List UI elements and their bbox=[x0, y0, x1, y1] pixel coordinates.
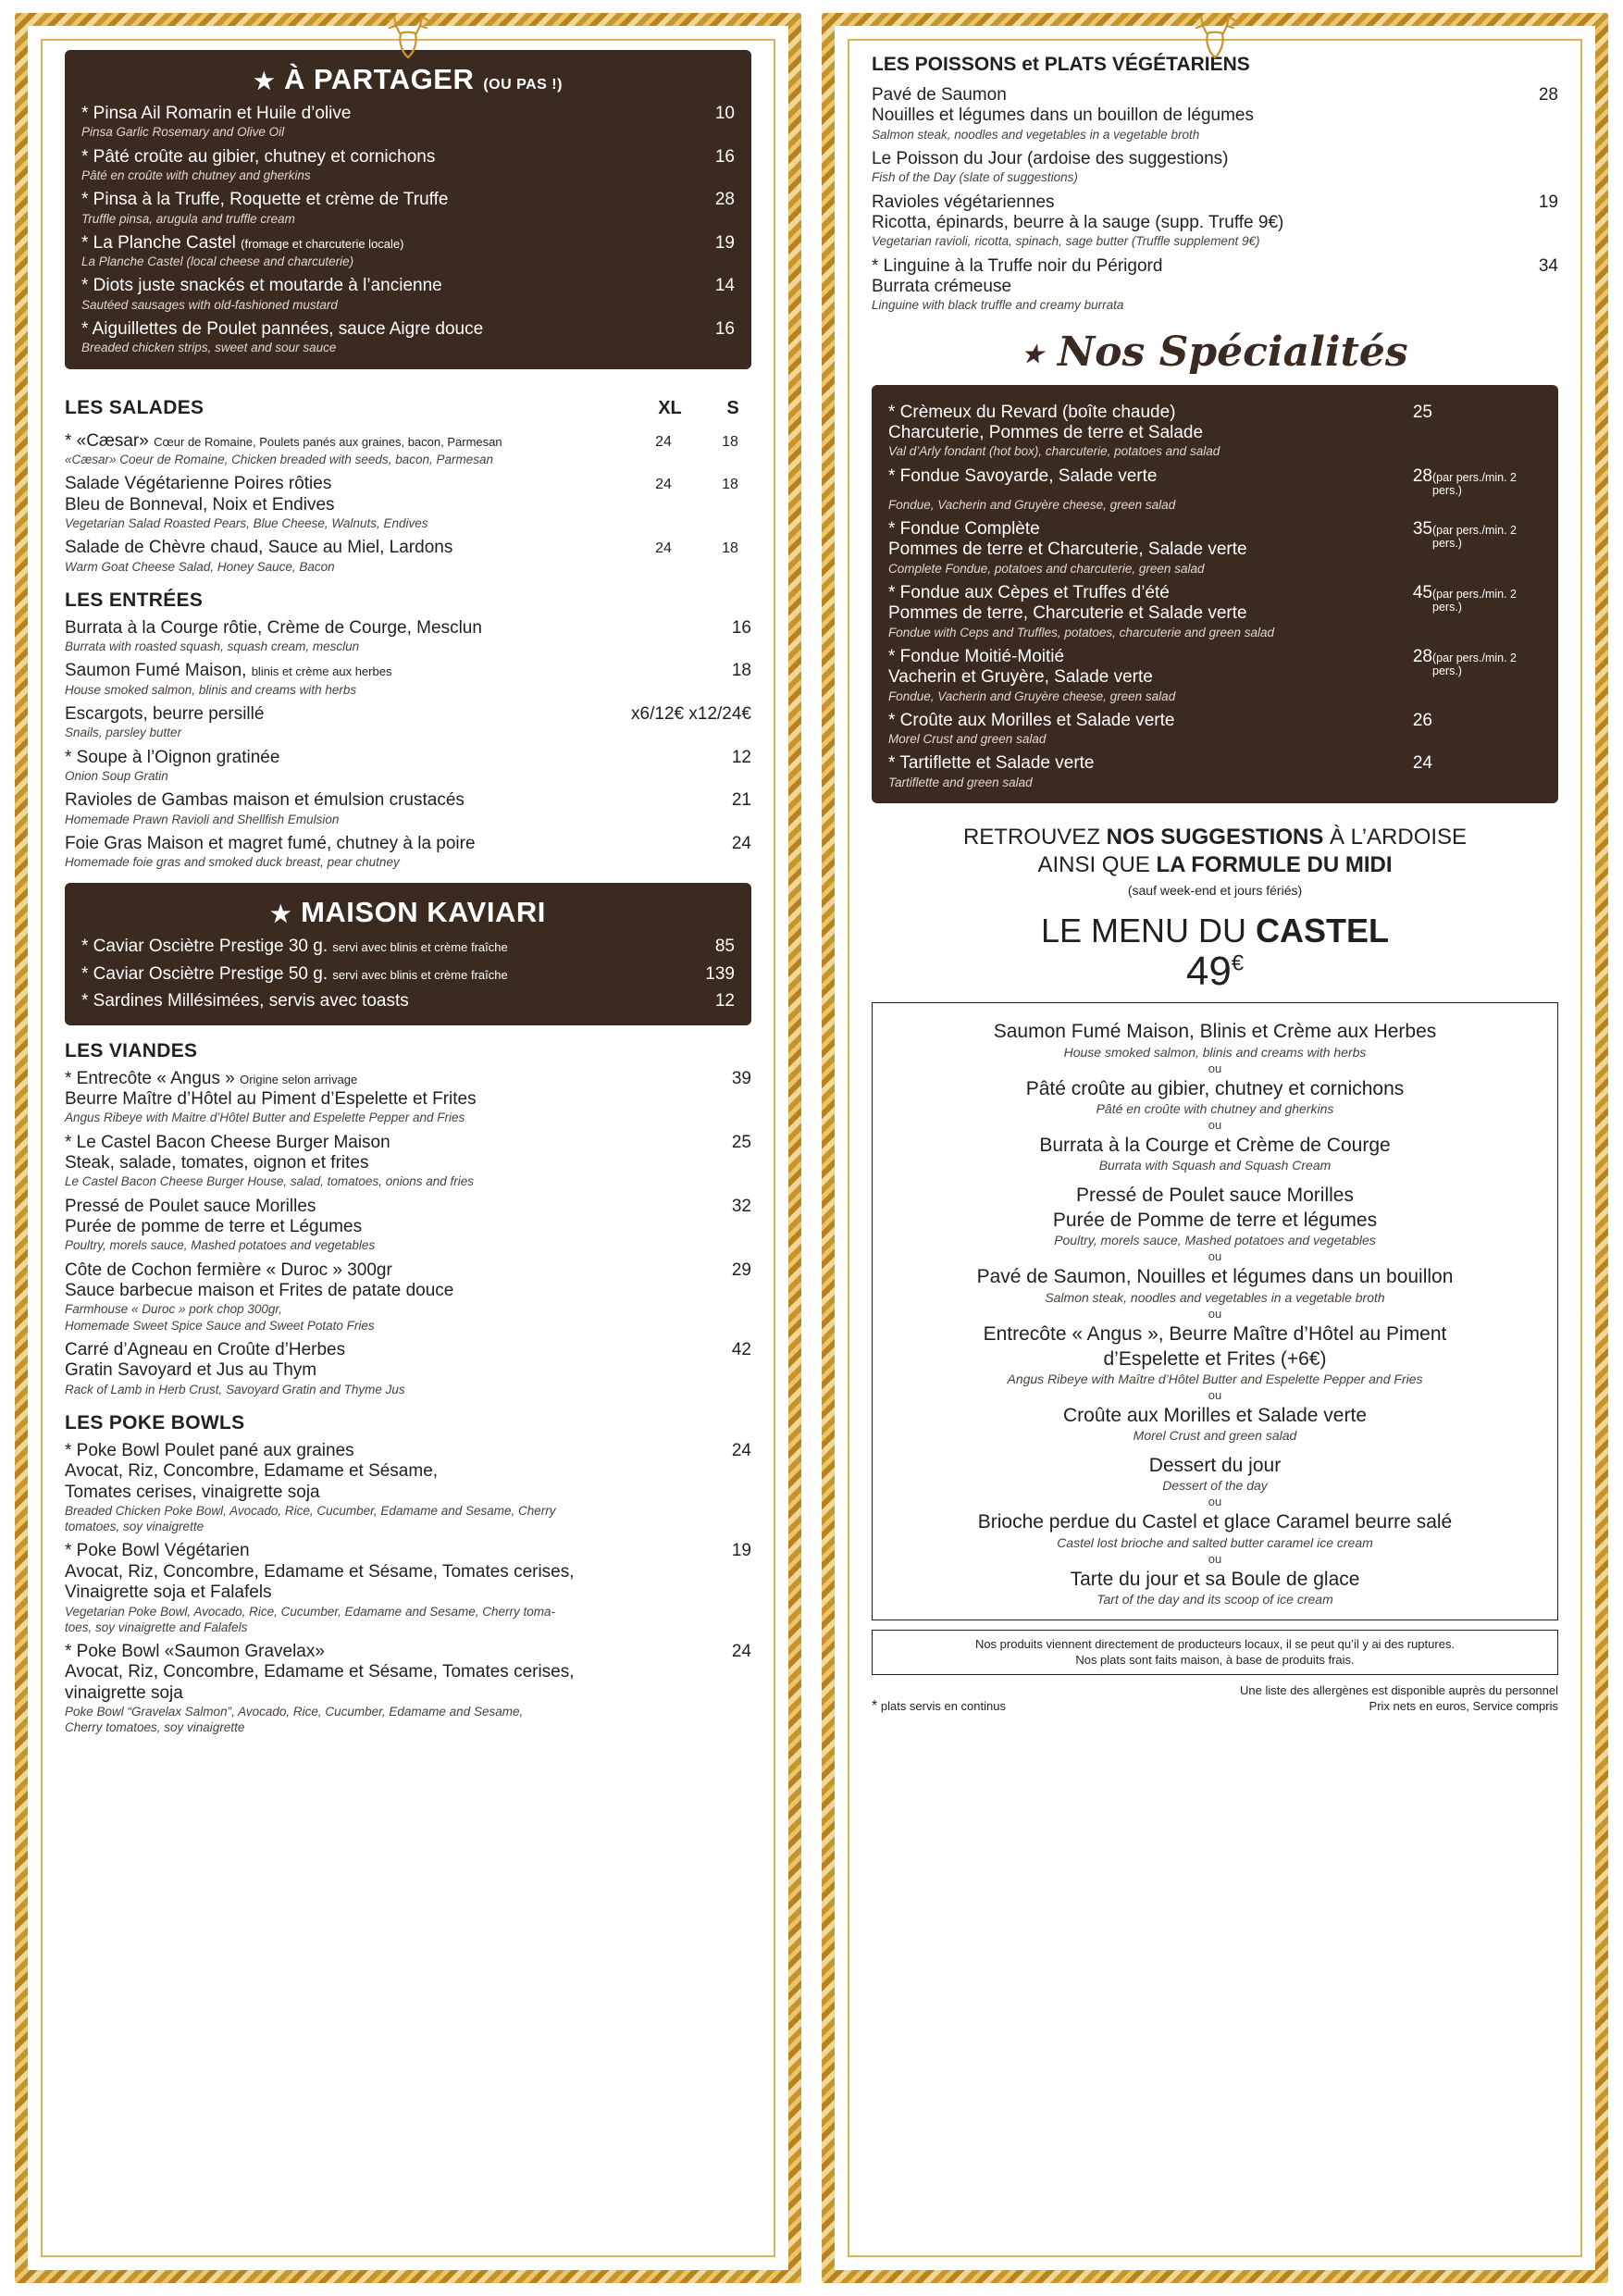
item-desc: Val d’Arly fondant (hot box), charcuterie, potatoes and salad bbox=[888, 444, 1220, 459]
item-desc: Poke Bowl “Gravelax Salmon”, Avocado, Rice, Cucumber, Edamame and Sesame, bbox=[65, 1705, 524, 1719]
item-desc-2: toes, soy vinaigrette and Falafels bbox=[65, 1620, 248, 1634]
item-name: * Sardines Millésimées, servis avec toasts bbox=[81, 991, 409, 1011]
section-salades bbox=[65, 382, 751, 575]
item-note: (par pers./min. 2 pers.) bbox=[1432, 651, 1518, 677]
item-name-3: Tomates cerises, vinaigrette soja bbox=[65, 1482, 320, 1502]
item-desc: House smoked salmon, blinis and creams with herbs bbox=[65, 682, 357, 697]
item-note: (par pers./min. 2 pers.) bbox=[1432, 587, 1518, 614]
item-name: Brioche perdue du Castel et glace Caramel beurre salé bbox=[977, 1511, 1453, 1533]
size-columns bbox=[651, 398, 751, 419]
item-desc: Pâté en croûte with chutney and gherkins bbox=[81, 168, 311, 182]
item-price: 18 bbox=[731, 661, 751, 681]
item-desc: Le Castel Bacon Cheese Burger House, salad, tomatoes, onions and fries bbox=[65, 1174, 475, 1189]
footer-note bbox=[872, 1682, 1558, 1715]
menu-castel-item bbox=[889, 1184, 1541, 1263]
item-desc: Warm Goat Cheese Salad, Honey Sauce, Bacon bbox=[65, 559, 335, 574]
item-desc: Breaded chicken strips, sweet and sour sauce bbox=[81, 341, 337, 355]
section-title-kaviari bbox=[81, 896, 735, 929]
item-name: * Linguine à la Truffe noir du Périgord bbox=[872, 255, 1163, 276]
item-name: Tarte du jour et sa Boule de glace bbox=[1070, 1568, 1360, 1590]
title-text: À PARTAGER bbox=[283, 63, 475, 95]
item-desc: Fondue, Vacherin and Gruyère cheese, green salad bbox=[888, 497, 1176, 512]
item-desc: Morel Crust and green salad bbox=[888, 732, 1047, 747]
item-price: 14 bbox=[714, 276, 735, 296]
item-name: Saumon Fumé Maison, Blinis et Crème aux Herbes bbox=[993, 1021, 1437, 1043]
item-name-2: Steak, salade, tomates, oignon et frites bbox=[65, 1152, 369, 1173]
item-note: (par pers./min. 2 pers.) bbox=[1432, 470, 1518, 497]
item-name: * Diots juste snackés et moutarde à l’ancienne bbox=[81, 276, 442, 296]
item-price: 24 bbox=[731, 1440, 751, 1460]
item-name-sup: servi avec blinis et crème fraîche bbox=[332, 940, 508, 955]
item-desc: Salmon steak, noodles and vegetables in a vegetable broth bbox=[872, 127, 1200, 142]
menu-item bbox=[65, 748, 751, 785]
item-price: 10 bbox=[714, 104, 735, 123]
menu-item bbox=[81, 104, 735, 141]
item-desc: Tartiflette and green salad bbox=[888, 775, 1033, 789]
item-desc: Vegetarian ravioli, ricotta, spinach, sage butter (Truffle supplement 9€) bbox=[872, 234, 1260, 249]
specialties-title bbox=[872, 329, 1558, 376]
item-desc: «Cæsar» Coeur de Romaine, Chicken breaded with seeds, bacon, Parmesan bbox=[65, 452, 494, 466]
item-name: * Caviar Osciètre Prestige 50 g. bbox=[81, 963, 328, 984]
item-note: (par pers./min. 2 pers.) bbox=[1432, 523, 1518, 550]
item-price: 25 bbox=[731, 1132, 751, 1152]
menu-castel-title bbox=[872, 912, 1558, 950]
menu-item bbox=[81, 937, 735, 957]
item-name-2: Avocat, Riz, Concombre, Edamame et Sésame, Tomates cerises, bbox=[65, 1662, 575, 1682]
menu-item bbox=[65, 1541, 751, 1635]
item-price-xl: 24 bbox=[655, 477, 672, 493]
item-desc: Poultry, morels sauce, Mashed potatoes and vegetables bbox=[65, 1238, 376, 1253]
menu-item bbox=[888, 647, 1542, 704]
item-name: Ravioles végétariennes bbox=[872, 192, 1055, 212]
footer-right-line1: Une liste des allergènes est disponible auprès du personnel bbox=[1240, 1682, 1558, 1697]
menu-item bbox=[872, 256, 1558, 314]
menu-item bbox=[872, 149, 1558, 186]
item-name: * Le Castel Bacon Cheese Burger Maison bbox=[65, 1132, 390, 1152]
size-col-xl: XL bbox=[658, 397, 682, 418]
item-desc-2: Homemade Sweet Spice Sauce and Sweet Potato Fries bbox=[65, 1318, 375, 1333]
item-desc: Rack of Lamb in Herb Crust, Savoyard Gratin and Thyme Jus bbox=[65, 1382, 405, 1396]
separator-ou: ou bbox=[1208, 1387, 1222, 1402]
item-name-2: Purée de Pomme de terre et légumes bbox=[1052, 1210, 1378, 1232]
item-desc: La Planche Castel (local cheese and charcuterie) bbox=[81, 254, 354, 269]
section-a-partager bbox=[65, 50, 751, 369]
item-desc: Breaded Chicken Poke Bowl, Avocado, Rice, Cucumber, Edamame and Sesame, Cherry bbox=[65, 1503, 556, 1518]
item-name: * Croûte aux Morilles et Salade verte bbox=[888, 710, 1175, 730]
item-price: 16 bbox=[731, 617, 751, 638]
item-name: * Caviar Osciètre Prestige 30 g. bbox=[81, 937, 328, 957]
item-desc: Onion Soup Gratin bbox=[65, 768, 168, 783]
item-name-3: Vinaigrette soja et Falafels bbox=[65, 1582, 272, 1603]
item-price: 29 bbox=[731, 1260, 751, 1280]
menu-item bbox=[65, 1260, 751, 1334]
menu-item bbox=[81, 991, 735, 1011]
suggestions-line2-b: LA FORMULE DU MIDI bbox=[1156, 851, 1393, 877]
menu-item bbox=[65, 1197, 751, 1254]
star-icon: ★ bbox=[254, 68, 275, 94]
section-title-a-partager bbox=[81, 63, 735, 96]
item-name: * Crèmeux du Revard (boîte chaude) bbox=[888, 402, 1176, 422]
menu-castel-item bbox=[889, 1077, 1541, 1132]
menu-title-b: CASTEL bbox=[1256, 912, 1390, 950]
item-price: 32 bbox=[731, 1196, 751, 1216]
item-price: 34 bbox=[1538, 255, 1558, 276]
item-desc: Fish of the Day (slate of suggestions) bbox=[872, 170, 1078, 185]
item-name: Entrecôte « Angus », Beurre Maître d’Hôtel au Piment bbox=[983, 1322, 1447, 1345]
menu-castel-item bbox=[889, 1568, 1541, 1607]
menu-item bbox=[888, 519, 1542, 577]
item-desc: Dessert of the day bbox=[1162, 1478, 1268, 1494]
item-name-2: Nouilles et légumes dans un bouillon de légumes bbox=[872, 105, 1254, 126]
section-entrees bbox=[65, 590, 751, 871]
item-name-sup: Origine selon arrivage bbox=[240, 1072, 358, 1086]
item-name-2: Avocat, Riz, Concombre, Edamame et Sésame, bbox=[65, 1461, 439, 1482]
item-name: Pavé de Saumon bbox=[872, 85, 1007, 105]
menu-castel-item bbox=[889, 1322, 1541, 1402]
item-desc: Linguine with black truffle and creamy burrata bbox=[872, 298, 1124, 313]
item-name: * Fondue Moitié-Moitié bbox=[888, 646, 1065, 666]
item-desc: Burrata with roasted squash, squash cream, mesclun bbox=[65, 639, 360, 654]
item-name-2: Purée de pomme de terre et Légumes bbox=[65, 1216, 363, 1236]
item-name: Ravioles de Gambas maison et émulsion crustacés bbox=[65, 790, 465, 811]
menu-item bbox=[65, 834, 751, 871]
menu-item bbox=[65, 618, 751, 655]
suggestions-line2-a: AINSI QUE bbox=[1037, 851, 1157, 877]
item-price: 26 bbox=[1412, 710, 1432, 730]
item-price: 28 bbox=[1412, 465, 1432, 486]
item-desc: Complete Fondue, potatoes and charcuterie, green salad bbox=[888, 561, 1205, 576]
footer-disclaimer-line1: Nos produits viennent directement de producteurs locaux, il se peut qu’il y ai des ruptures. bbox=[974, 1636, 1456, 1651]
item-price: 25 bbox=[1412, 402, 1432, 422]
menu-castel-item bbox=[889, 1134, 1541, 1173]
item-name-2: d’Espelette et Frites (+6€) bbox=[1103, 1347, 1327, 1370]
menu-item bbox=[888, 403, 1542, 460]
item-name-2: Charcuterie, Pommes de terre et Salade bbox=[888, 423, 1204, 442]
left-panel-inner bbox=[28, 26, 788, 2270]
section-poke-bowls bbox=[65, 1412, 751, 1736]
item-name: * La Planche Castel bbox=[81, 232, 236, 253]
item-price: 28 bbox=[714, 190, 735, 210]
menu-castel-item bbox=[889, 1510, 1541, 1565]
item-name: Foie Gras Maison et magret fumé, chutney à la poire bbox=[65, 833, 476, 853]
deer-head-icon bbox=[376, 11, 440, 65]
item-desc: Vegetarian Poke Bowl, Avocado, Rice, Cucumber, Edamame and Sesame, Cherry toma- bbox=[65, 1604, 556, 1619]
specialties-title-text: Nos Spécialités bbox=[1057, 328, 1408, 376]
item-name: * Poke Bowl «Saumon Gravelax» bbox=[65, 1641, 325, 1661]
item-price: 19 bbox=[714, 232, 735, 253]
item-desc: House smoked salmon, blinis and creams with herbs bbox=[1063, 1044, 1367, 1060]
separator-ou: ou bbox=[1208, 1495, 1222, 1509]
suggestions-line1-b: NOS SUGGESTIONS bbox=[1106, 824, 1324, 850]
item-price: 19 bbox=[731, 1541, 751, 1561]
suggestions-note: (sauf week-end et jours fériés) bbox=[1127, 882, 1303, 898]
suggestions-line1-c: À L’ARDOISE bbox=[1323, 824, 1468, 850]
separator-ou: ou bbox=[1208, 1117, 1222, 1132]
item-desc: Angus Ribeye with Maitre d’Hôtel Butter and Espelette Pepper and Fries bbox=[65, 1111, 465, 1125]
item-desc-2: tomatoes, soy vinaigrette bbox=[65, 1520, 204, 1534]
section-poissons bbox=[872, 54, 1558, 314]
item-price: 35 bbox=[1412, 518, 1432, 539]
section-viandes bbox=[65, 1040, 751, 1397]
menu-item bbox=[65, 431, 751, 468]
menu-castel-price bbox=[872, 949, 1558, 995]
item-name-sup: Cœur de Romaine, Poulets panés aux graines, bacon, Parmesan bbox=[154, 434, 502, 449]
section-heading: LES ENTRÉES bbox=[65, 589, 204, 611]
item-name: * Fondue aux Cèpes et Truffes d’été bbox=[888, 582, 1170, 602]
title-subtext: (OU PAS !) bbox=[483, 77, 563, 93]
menu-item bbox=[81, 964, 735, 985]
item-price: 39 bbox=[731, 1068, 751, 1088]
item-name: Burrata à la Courge et Crème de Courge bbox=[1039, 1134, 1391, 1156]
menu-item bbox=[65, 538, 751, 575]
size-col-s: S bbox=[726, 397, 739, 418]
section-kaviari bbox=[65, 883, 751, 1024]
item-desc: Pâté en croûte with chutney and gherkins bbox=[1096, 1100, 1334, 1116]
item-name-2: Pommes de terre, Charcuterie et Salade verte bbox=[888, 603, 1247, 624]
item-name: Escargots, beurre persillé bbox=[65, 703, 265, 724]
separator-ou: ou bbox=[1208, 1306, 1222, 1321]
item-name-2: Beurre Maître d’Hôtel au Piment d’Espelette et Frites bbox=[65, 1088, 477, 1109]
section-specialites bbox=[872, 385, 1558, 803]
item-desc: Homemade foie gras and smoked duck breast, pear chutney bbox=[65, 855, 400, 870]
item-name: * Poke Bowl Végétarien bbox=[65, 1541, 250, 1561]
menu-item bbox=[65, 661, 751, 698]
menu-item bbox=[888, 466, 1542, 513]
menu-item bbox=[81, 190, 735, 227]
item-name: * Aiguillettes de Poulet pannées, sauce Aigre douce bbox=[81, 318, 484, 339]
footer-left bbox=[872, 1698, 1006, 1715]
footer-left-text: plats servis en continus bbox=[880, 1698, 1006, 1713]
item-name: * Tartiflette et Salade verte bbox=[888, 753, 1095, 774]
menu-item bbox=[81, 233, 735, 270]
menu-item bbox=[872, 85, 1558, 143]
menu-item bbox=[65, 1133, 751, 1190]
right-panel-inner bbox=[835, 26, 1595, 2270]
item-desc: Homemade Prawn Ravioli and Shellfish Emulsion bbox=[65, 812, 340, 826]
item-name: * Pâté croûte au gibier, chutney et cornichons bbox=[81, 146, 436, 167]
item-name-3: vinaigrette soja bbox=[65, 1682, 183, 1703]
footer-disclaimer-box bbox=[872, 1630, 1558, 1675]
item-name: Côte de Cochon fermière « Duroc » 300gr bbox=[65, 1260, 392, 1280]
item-desc-2: Cherry tomatoes, soy vinaigrette bbox=[65, 1720, 245, 1735]
item-name: * «Cæsar» bbox=[65, 430, 149, 451]
item-desc: Salmon steak, noodles and vegetables in a vegetable broth bbox=[1045, 1289, 1385, 1305]
item-desc: Tart of the day and its scoop of ice cream bbox=[1096, 1591, 1333, 1607]
item-name-2: Vacherin et Gruyère, Salade verte bbox=[888, 667, 1153, 688]
separator-ou: ou bbox=[1208, 1061, 1222, 1075]
item-name: Burrata à la Courge rôtie, Crème de Courge, Mesclun bbox=[65, 617, 482, 638]
item-price: x6/12€ x12/24€ bbox=[631, 703, 751, 724]
item-price: 16 bbox=[714, 146, 735, 167]
item-price: 12 bbox=[731, 747, 751, 767]
item-name: Le Poisson du Jour (ardoise des suggestions) bbox=[872, 149, 1229, 168]
item-price: 45 bbox=[1412, 582, 1432, 602]
menu-item bbox=[872, 192, 1558, 250]
item-price-xl: 24 bbox=[655, 433, 672, 450]
item-price: 12 bbox=[714, 991, 735, 1011]
item-name-2: Burrata crémeuse bbox=[872, 277, 1012, 296]
item-desc: Fondue, Vacherin and Gruyère cheese, green salad bbox=[888, 689, 1176, 703]
menu-castel-item bbox=[889, 1454, 1541, 1508]
item-name: Carré d’Agneau en Croûte d’Herbes bbox=[65, 1339, 346, 1359]
section-heading: LES POISSONS et PLATS VÉGÉTARIENS bbox=[872, 54, 1250, 75]
menu-price-currency: € bbox=[1231, 950, 1245, 976]
menu-item bbox=[888, 753, 1542, 790]
menu-item bbox=[65, 704, 751, 741]
item-name: * Poke Bowl Poulet pané aux graines bbox=[65, 1440, 354, 1460]
item-price: 28 bbox=[1538, 85, 1558, 105]
menu-item bbox=[81, 276, 735, 313]
item-price: 139 bbox=[705, 963, 735, 984]
item-price: 24 bbox=[1412, 753, 1432, 774]
footer-disclaimer-line2: Nos plats sont faits maison, à base de produits frais. bbox=[1075, 1653, 1355, 1668]
menu-item bbox=[65, 790, 751, 827]
star-icon: ★ bbox=[270, 901, 292, 928]
item-price-s: 18 bbox=[722, 433, 738, 450]
item-desc: Castel lost brioche and salted butter caramel ice cream bbox=[1057, 1534, 1373, 1550]
item-desc: Farmhouse « Duroc » pork chop 300gr, bbox=[65, 1302, 282, 1317]
item-desc: Sautéed sausages with old-fashioned mustard bbox=[81, 297, 338, 312]
item-price-xl: 24 bbox=[655, 540, 672, 557]
item-desc: Fondue with Ceps and Truffles, potatoes, charcuterie and green salad bbox=[888, 625, 1274, 639]
item-desc: Pinsa Garlic Rosemary and Olive Oil bbox=[81, 125, 285, 140]
menu-castel-box bbox=[872, 1002, 1558, 1620]
separator-ou: ou bbox=[1208, 1551, 1222, 1566]
item-name: Pâté croûte au gibier, chutney et cornichons bbox=[1025, 1077, 1405, 1099]
title-text: MAISON KAVIARI bbox=[301, 896, 546, 929]
item-desc: Morel Crust and green salad bbox=[1133, 1428, 1297, 1444]
item-name: * Pinsa à la Truffe, Roquette et crème de Truffe bbox=[81, 190, 449, 210]
suggestions-line1-a: RETROUVEZ bbox=[962, 824, 1107, 850]
item-name: Saumon Fumé Maison, bbox=[65, 661, 247, 681]
item-desc: Snails, parsley butter bbox=[65, 726, 182, 740]
item-name: Salade Végétarienne Poires rôties bbox=[65, 474, 332, 494]
item-name: * Pinsa Ail Romarin et Huile d’olive bbox=[81, 104, 352, 123]
menu-item bbox=[65, 1642, 751, 1736]
item-name-2: Avocat, Riz, Concombre, Edamame et Sésame, Tomates cerises, bbox=[65, 1561, 575, 1582]
section-heading: LES POKE BOWLS bbox=[65, 1411, 245, 1433]
item-name-sup: servi avec blinis et crème fraîche bbox=[332, 967, 508, 982]
menu-castel-item bbox=[889, 1020, 1541, 1074]
item-desc: Burrata with Squash and Squash Cream bbox=[1098, 1158, 1332, 1173]
menu-item bbox=[65, 1069, 751, 1126]
deer-head-icon bbox=[1183, 11, 1247, 65]
footer-right bbox=[1240, 1682, 1558, 1715]
section-heading: LES VIANDES bbox=[65, 1039, 198, 1061]
item-name: * Fondue Savoyarde, Salade verte bbox=[888, 465, 1158, 486]
menu-price-value: 49 bbox=[1185, 949, 1232, 995]
item-price: 19 bbox=[1538, 192, 1558, 212]
item-name-2: Bleu de Bonneval, Noix et Endives bbox=[65, 494, 335, 515]
item-name: * Soupe à l’Oignon gratinée bbox=[65, 747, 280, 767]
item-price: 28 bbox=[1412, 646, 1432, 666]
item-name: Pressé de Poulet sauce Morilles bbox=[1076, 1185, 1354, 1207]
menu-item bbox=[65, 1441, 751, 1535]
item-desc: Angus Ribeye with Maître d’Hôtel Butter and Espelette Pepper and Fries bbox=[1007, 1371, 1423, 1386]
item-name: Croûte aux Morilles et Salade verte bbox=[1063, 1404, 1367, 1426]
right-panel bbox=[822, 13, 1608, 2283]
footer-right-line2: Prix nets en euros, Service compris bbox=[1369, 1699, 1558, 1714]
item-name: Pavé de Saumon, Nouilles et légumes dans un bouillon bbox=[976, 1266, 1454, 1288]
item-name-2: Sauce barbecue maison et Frites de patate douce bbox=[65, 1280, 454, 1300]
menu-item bbox=[81, 147, 735, 184]
menu-item bbox=[65, 1340, 751, 1397]
item-price: 85 bbox=[714, 937, 735, 957]
menu-item bbox=[888, 711, 1542, 748]
menu-item bbox=[65, 474, 751, 531]
item-name: * Entrecôte « Angus » bbox=[65, 1068, 235, 1088]
item-price: 42 bbox=[731, 1339, 751, 1359]
item-name: * Fondue Complète bbox=[888, 518, 1040, 539]
menu-castel-item bbox=[889, 1265, 1541, 1320]
item-name-2: Pommes de terre et Charcuterie, Salade verte bbox=[888, 540, 1247, 560]
menu-title-a: LE MENU DU bbox=[1040, 912, 1257, 950]
item-desc: Vegetarian Salad Roasted Pears, Blue Cheese, Walnuts, Endives bbox=[65, 515, 428, 530]
item-price: 24 bbox=[731, 1641, 751, 1661]
star-icon: * bbox=[872, 1697, 878, 1714]
item-name: Dessert du jour bbox=[1148, 1455, 1282, 1477]
separator-ou: ou bbox=[1208, 1249, 1222, 1264]
item-name-sup: blinis et crème aux herbes bbox=[251, 664, 392, 679]
item-name-2: Ricotta, épinards, beurre à la sauge (supp. Truffe 9€) bbox=[872, 213, 1284, 232]
menu-item bbox=[888, 583, 1542, 640]
item-name: Pressé de Poulet sauce Morilles bbox=[65, 1196, 316, 1216]
item-name: Salade de Chèvre chaud, Sauce au Miel, Lardons bbox=[65, 538, 453, 558]
star-icon: ★ bbox=[1022, 341, 1044, 369]
item-price: 24 bbox=[731, 833, 751, 853]
suggestions-block bbox=[872, 824, 1558, 900]
menu-castel-item bbox=[889, 1404, 1541, 1443]
item-price-s: 18 bbox=[722, 477, 738, 493]
item-desc: Poultry, morels sauce, Mashed potatoes and vegetables bbox=[1054, 1233, 1376, 1248]
item-price: 16 bbox=[714, 318, 735, 339]
item-price-s: 18 bbox=[722, 540, 738, 557]
section-heading: LES SALADES bbox=[65, 396, 204, 418]
item-name-2: Gratin Savoyard et Jus au Thym bbox=[65, 1360, 317, 1381]
menu-item bbox=[81, 319, 735, 356]
left-panel bbox=[15, 13, 801, 2283]
item-desc: Truffle pinsa, arugula and truffle cream bbox=[81, 211, 295, 226]
item-name-sup: (fromage et charcuterie locale) bbox=[241, 236, 404, 251]
item-price: 21 bbox=[731, 790, 751, 811]
